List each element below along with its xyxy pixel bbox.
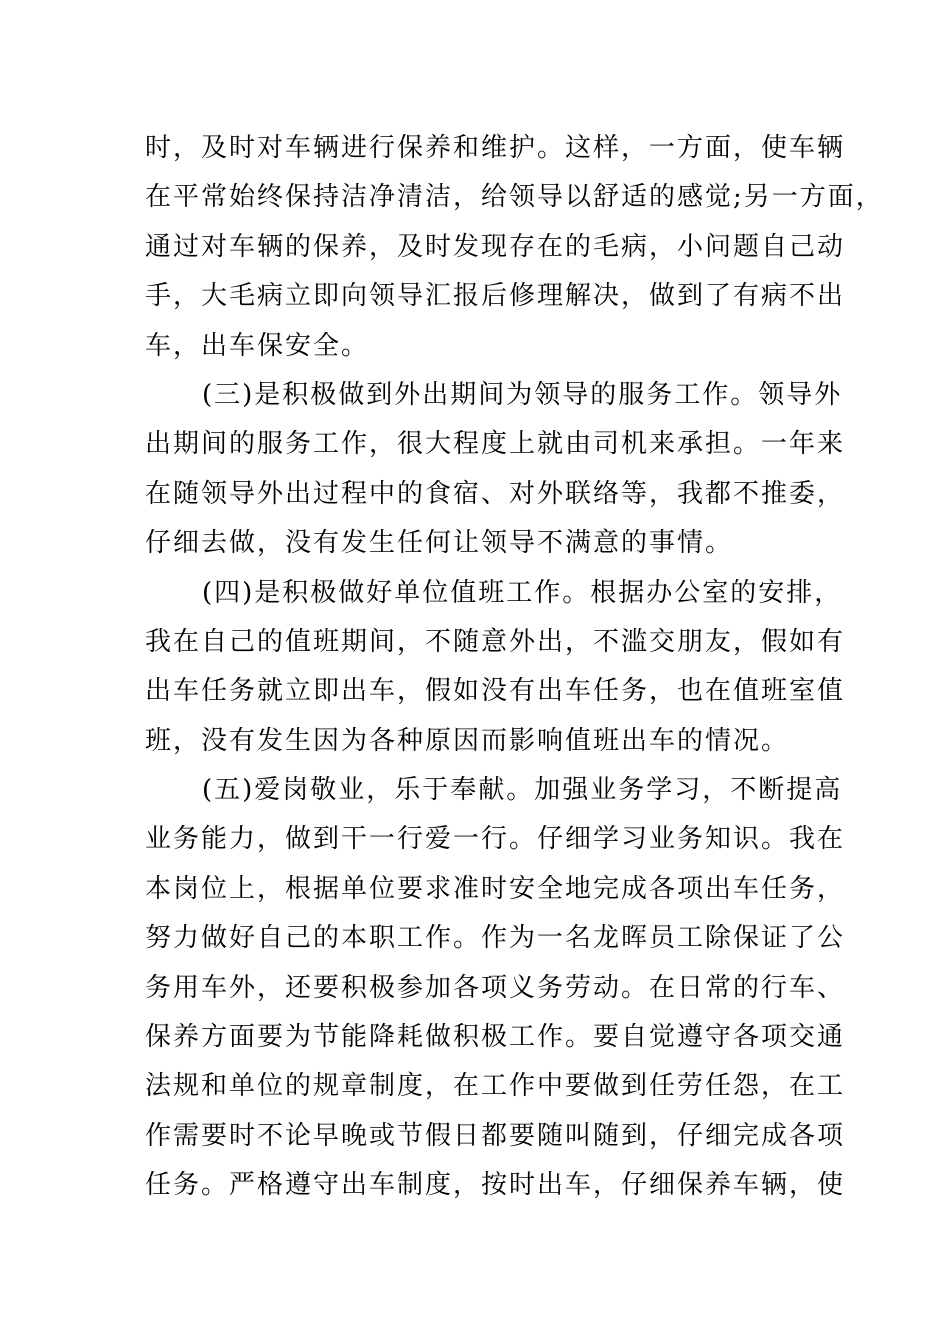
text-line: 务用车外，还要积极参加各项义务劳动。在日常的行车、 — [145, 972, 846, 1003]
text-line: 在随领导外出过程中的食宿、对外联络等，我都不推委， — [145, 478, 846, 509]
text-line: 在平常始终保持洁净清洁，给领导以舒适的感觉;另一方面， — [145, 182, 884, 213]
text-line: 保养方面要为节能降耗做积极工作。要自觉遵守各项交通 — [145, 1022, 846, 1053]
text-line: 我在自己的值班期间，不随意外出，不滥交朋友，假如有 — [145, 626, 846, 657]
text-line: 通过对车辆的保养，及时发现存在的毛病，小问题自己动 — [145, 231, 846, 262]
text-line: 出期间的服务工作，很大程度上就由司机来承担。一年来 — [145, 429, 846, 460]
paragraph-start-line: (三)是积极做到外出期间为领导的服务工作。领导外 — [202, 379, 843, 410]
text-line: 业务能力，做到干一行爱一行。仔细学习业务知识。我在 — [145, 824, 846, 855]
text-line: 本岗位上，根据单位要求准时安全地完成各项出车任务， — [145, 873, 846, 904]
text-line: 时，及时对车辆进行保养和维护。这样，一方面，使车辆 — [145, 133, 846, 163]
text-line: 法规和单位的规章制度，在工作中要做到任劳任怨，在工 — [145, 1071, 846, 1102]
text-line: 仔细去做，没有发生任何让领导不满意的事情。 — [145, 528, 734, 559]
paragraph-start-line: (五)爱岗敬业，乐于奉献。加强业务学习，不断提高 — [202, 775, 843, 806]
text-line: 出车任务就立即出车，假如没有出车任务，也在值班室值 — [145, 676, 846, 707]
text-line: 作需要时不论早晚或节假日都要随叫随到，仔细完成各项 — [145, 1120, 846, 1151]
document-body — [145, 124, 884, 1211]
text-line: 手，大毛病立即向领导汇报后修理解决，做到了有病不出 — [145, 281, 846, 312]
text-line: 努力做好自己的本职工作。作为一名龙晖员工除保证了公 — [145, 923, 846, 954]
text-line: 班，没有发生因为各种原因而影响值班出车的情况。 — [145, 725, 790, 756]
text-line: 车，出车保安全。 — [145, 330, 370, 361]
text-line: 任务。严格遵守出车制度，按时出车，仔细保养车辆，使 — [145, 1170, 846, 1201]
paragraph-start-line: (四)是积极做好单位值班工作。根据办公室的安排， — [202, 577, 843, 608]
